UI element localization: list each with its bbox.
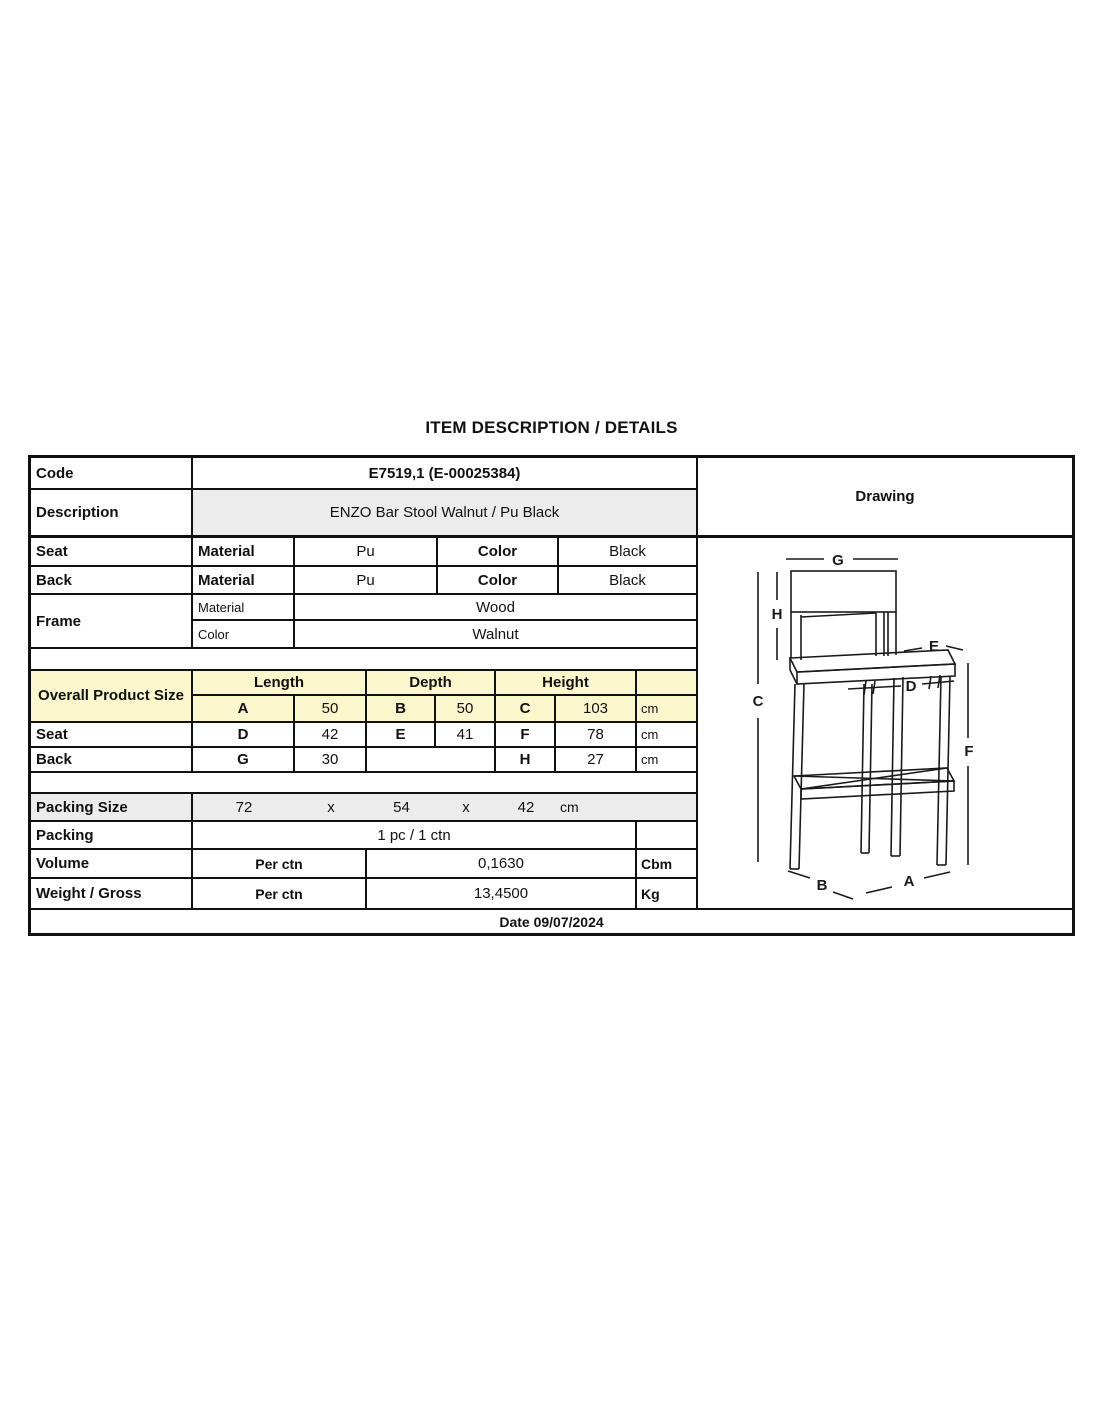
seat-length-value-cell: 42 — [295, 723, 367, 746]
spacer-row — [31, 773, 696, 795]
drawing-pane — [698, 458, 1072, 908]
depth-header-cell: Depth — [367, 671, 496, 694]
frame-color-row — [193, 621, 696, 647]
frame-stack — [193, 595, 696, 647]
seat-material-value-cell: Pu — [295, 538, 438, 565]
description-label-cell: Description — [31, 490, 193, 535]
code-value-cell: E7519,1 (E-00025384) — [368, 464, 521, 482]
volume-unit-cell: Cbm — [641, 855, 673, 872]
height-header-cell: Height — [496, 671, 637, 694]
drawing-label-f: F — [964, 743, 974, 760]
drawing-label-a: A — [903, 873, 915, 890]
length-header-cell: Length — [193, 671, 367, 694]
back-color-value-cell: Black — [609, 571, 646, 589]
weight-basis-cell: Per ctn — [193, 879, 367, 908]
packing-label-cell: Packing — [31, 822, 193, 848]
back-size-row — [31, 748, 696, 773]
packing-size-unit-cell: cm — [560, 799, 579, 815]
overall-height-key-cell: C — [496, 696, 556, 721]
code-label-cell: Code — [31, 458, 193, 488]
seat-material-label-cell: Material — [193, 538, 295, 565]
seat-color-value-cell: Black — [609, 543, 646, 560]
packing-size-label-cell: Packing Size — [31, 794, 193, 820]
seat-color-label-cell: Color — [438, 538, 559, 565]
seat-part-cell: Seat — [31, 538, 193, 565]
size-corner-cell: Overall Product Size — [31, 671, 193, 721]
drawing-label-h: H — [771, 606, 783, 623]
frame-color-label-cell: Color — [193, 621, 295, 647]
overall-depth-key-cell: B — [367, 696, 436, 721]
description-row — [31, 490, 696, 538]
seat-depth-value-cell: 41 — [436, 723, 496, 746]
size-header-stack — [193, 671, 696, 721]
volume-row — [31, 850, 696, 879]
packing-row — [31, 822, 696, 850]
size-overall-row — [193, 696, 696, 721]
drawing-header-cell: Drawing — [698, 458, 1072, 538]
overall-length-value-cell: 50 — [295, 696, 367, 721]
packing-value-cell: 1 pc / 1 ctn — [193, 822, 637, 848]
back-material-row — [31, 567, 696, 595]
date-text: Date 09/07/2024 — [499, 913, 604, 930]
seat-unit-cell: cm — [641, 726, 659, 742]
back-height-key-cell: H — [496, 748, 556, 771]
volume-label-cell: Volume — [31, 850, 193, 877]
weight-value-cell: 13,4500 — [367, 879, 637, 908]
spec-left-pane — [31, 458, 698, 908]
frame-group — [31, 595, 696, 649]
seat-size-label-cell: Seat — [31, 723, 193, 746]
frame-color-value-cell: Walnut — [472, 625, 519, 643]
code-row — [31, 458, 696, 490]
back-size-label-cell: Back — [31, 748, 193, 771]
packing-size-v3-cell: 42 — [517, 798, 535, 816]
frame-material-row — [193, 595, 696, 621]
size-dim-header-row — [193, 671, 696, 696]
seat-depth-key-cell: E — [367, 723, 436, 746]
seat-height-key-cell: F — [496, 723, 556, 746]
drawing-label-b: B — [816, 877, 828, 894]
size-header-unit-cell — [637, 671, 696, 694]
packing-size-v1-cell: 72 — [235, 798, 253, 816]
packing-size-x2-cell: x — [462, 798, 470, 816]
back-color-label-cell: Color — [438, 567, 559, 593]
seat-size-row — [31, 723, 696, 748]
volume-basis-cell: Per ctn — [193, 850, 367, 877]
drawing-label-c: C — [752, 693, 764, 710]
back-height-value-cell: 27 — [556, 748, 637, 771]
drawing-label-e: E — [928, 638, 940, 655]
drawing-label-d: D — [905, 678, 917, 695]
packing-size-x1-cell: x — [327, 798, 335, 816]
frame-material-label-cell: Material — [193, 595, 295, 619]
weight-label-cell: Weight / Gross — [31, 879, 193, 908]
drawing-cell — [698, 538, 1072, 908]
weight-row — [31, 879, 696, 908]
back-length-value-cell: 30 — [295, 748, 367, 771]
packing-size-row — [31, 794, 696, 822]
size-header-group — [31, 671, 696, 723]
seat-height-value-cell: 78 — [556, 723, 637, 746]
overall-length-key-cell: A — [193, 696, 295, 721]
page-title: ITEM DESCRIPTION / DETAILS — [425, 418, 678, 437]
drawing-label-g: G — [832, 552, 844, 569]
back-material-label-cell: Material — [193, 567, 295, 593]
packing-empty-cell — [637, 822, 696, 848]
back-unit-cell: cm — [641, 751, 659, 767]
overall-height-value-cell: 103 — [556, 696, 637, 721]
weight-unit-cell: Kg — [641, 885, 660, 902]
sheet-main — [31, 458, 1072, 908]
frame-material-value-cell: Wood — [476, 598, 515, 616]
back-depth-empty-cell — [367, 748, 496, 771]
stool-drawing — [698, 538, 1072, 908]
volume-value-cell: 0,1630 — [367, 850, 637, 877]
back-part-cell: Back — [31, 567, 193, 593]
spec-table — [28, 455, 1075, 936]
seat-material-row — [31, 538, 696, 567]
overall-depth-value-cell: 50 — [436, 696, 496, 721]
description-value-cell: ENZO Bar Stool Walnut / Pu Black — [193, 490, 696, 535]
back-length-key-cell: G — [193, 748, 295, 771]
packing-size-v2-cell: 54 — [393, 798, 410, 816]
overall-unit-cell: cm — [637, 696, 696, 721]
back-material-value-cell: Pu — [295, 567, 438, 593]
spacer-row — [31, 649, 696, 671]
date-row — [31, 908, 1072, 933]
seat-length-key-cell: D — [193, 723, 295, 746]
frame-part-cell: Frame — [31, 595, 193, 647]
